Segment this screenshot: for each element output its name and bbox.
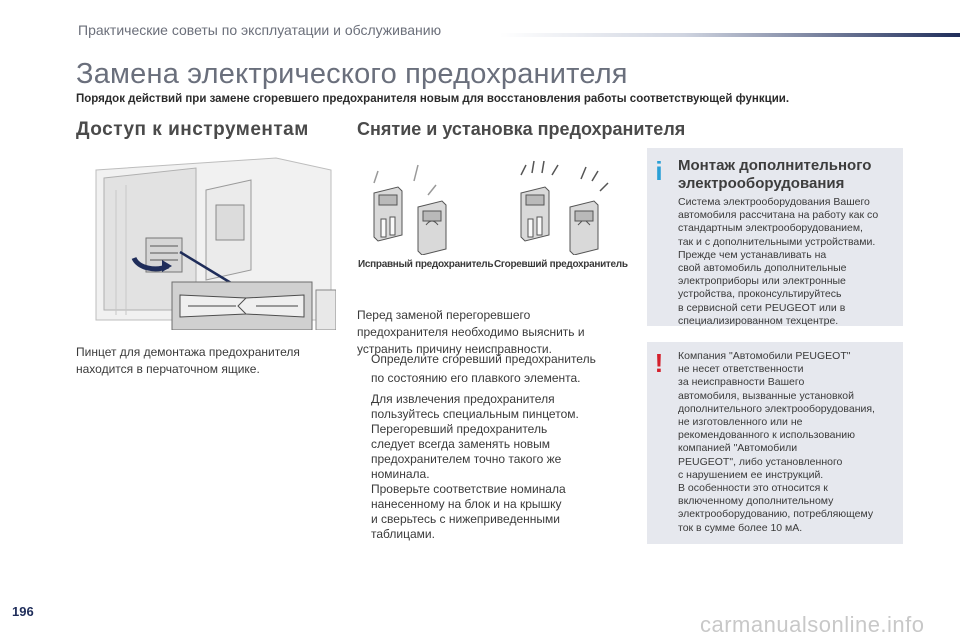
tweezers-caption (76, 344, 300, 378)
page-title: Замена электрического предохранителя (76, 58, 628, 90)
step-line: Проверьте соответствие номинала (371, 482, 566, 496)
title-line: Монтаж дополнительного (678, 157, 872, 174)
text-line: Компания "Автомобили PEUGEOT" (678, 350, 851, 362)
text-line: компанией "Автомобили (678, 442, 798, 455)
warning-box (647, 342, 903, 544)
intro-line: предохранителя необходимо выяснить и (357, 325, 585, 339)
intro-line: устранить причину неисправности. (357, 342, 552, 356)
text-line: не несет ответственности (678, 363, 804, 376)
text-line: Система электрооборудования Вашего (678, 196, 870, 208)
warning-icon: ! (654, 348, 664, 378)
page-number: 196 (12, 604, 34, 619)
title-line: электрооборудования (678, 175, 845, 192)
caption-line: Пинцет для демонтажа предохранителя (76, 345, 300, 359)
text-line: электрооборудованию, потребляющему (678, 508, 874, 521)
text-line: с нарушением ее инструкций. (678, 468, 824, 481)
header-bar (500, 33, 960, 37)
text-line: свой автомобиль дополнительные (678, 262, 847, 275)
list-item (357, 422, 637, 482)
heading-tool-access: Доступ к инструментам (76, 119, 309, 140)
text-line: дополнительного электрооборудования, (678, 402, 875, 415)
section-header: Практические советы по эксплуатации и обслуживанию (78, 22, 442, 38)
list-item (357, 482, 637, 542)
text-line: стандартным электрооборудованием, (678, 222, 863, 235)
text-line: так и с дополнительными устройствами. (678, 235, 876, 248)
watermark: carmanualsonline.info (700, 612, 925, 637)
warning-box-text (678, 350, 900, 535)
glovebox-photo (76, 150, 336, 330)
label-blown-fuse: Сгоревший предохранитель (494, 259, 628, 270)
step-line: предохранителем точно такого же (371, 452, 562, 466)
step-line: следует всегда заменять новым (371, 437, 551, 451)
text-line: электроприборы или электронные (678, 275, 846, 288)
blown-fuse-icon (521, 161, 608, 255)
text-line: автомобиля рассчитана на работу как со (678, 209, 879, 222)
step-line: номинала. (371, 467, 430, 481)
text-line: рекомендованного к использованию (678, 429, 856, 442)
text-line: за неисправности Вашего (678, 376, 805, 389)
step-line: Перегоревший предохранитель (371, 422, 548, 436)
text-line: автомобиля, вызванные установкой (678, 389, 854, 402)
step-line: таблицами. (371, 527, 435, 541)
text-line: устройства, проконсультируйтесь (678, 288, 842, 301)
label-good-fuse: Исправный предохранитель (358, 259, 494, 270)
text-line: не изготовленного или не (678, 416, 803, 429)
steps-list (357, 350, 637, 550)
text-line: Прежде чем устанавливать на (678, 248, 827, 261)
good-fuse-icon (374, 165, 446, 255)
step-line: пользуйтесь специальным пинцетом. (371, 407, 579, 421)
step-line: Для извлечения предохранителя (371, 392, 555, 406)
info-icon: i (655, 156, 663, 186)
page-subtitle: Порядок действий при замене сгоревшего предохранителя новым для восстановления работы соответствующей функции. (76, 93, 790, 105)
text-line: включенному дополнительному (678, 495, 834, 508)
step-line: по состоянию его плавкого элемента. (371, 371, 581, 385)
info-box-title (678, 157, 871, 193)
intro-line: Перед заменой перегоревшего (357, 308, 531, 322)
step-line: нанесенному на блок и на крышку (371, 497, 562, 511)
info-box (647, 148, 903, 326)
text-line: в сервисной сети PEUGEOT или в (678, 301, 846, 314)
fuse-figure (356, 155, 626, 275)
step-line: и сверьтесь с нижеприведенными (371, 512, 560, 526)
text-line: ток в сумме более 10 мА. (678, 521, 803, 534)
caption-line: находится в перчаточном ящике. (76, 362, 260, 376)
text-line: В особенности это относится к (678, 482, 828, 495)
info-box-text (678, 196, 900, 328)
text-line: специализированном техцентре. (678, 314, 839, 327)
list-item (357, 392, 637, 422)
text-line: PEUGEOT", либо установленного (678, 455, 843, 468)
heading-fuse-replace: Снятие и установка предохранителя (357, 119, 686, 139)
step-line: Определите сгоревший предохранитель (371, 352, 596, 366)
list-item (357, 350, 637, 388)
